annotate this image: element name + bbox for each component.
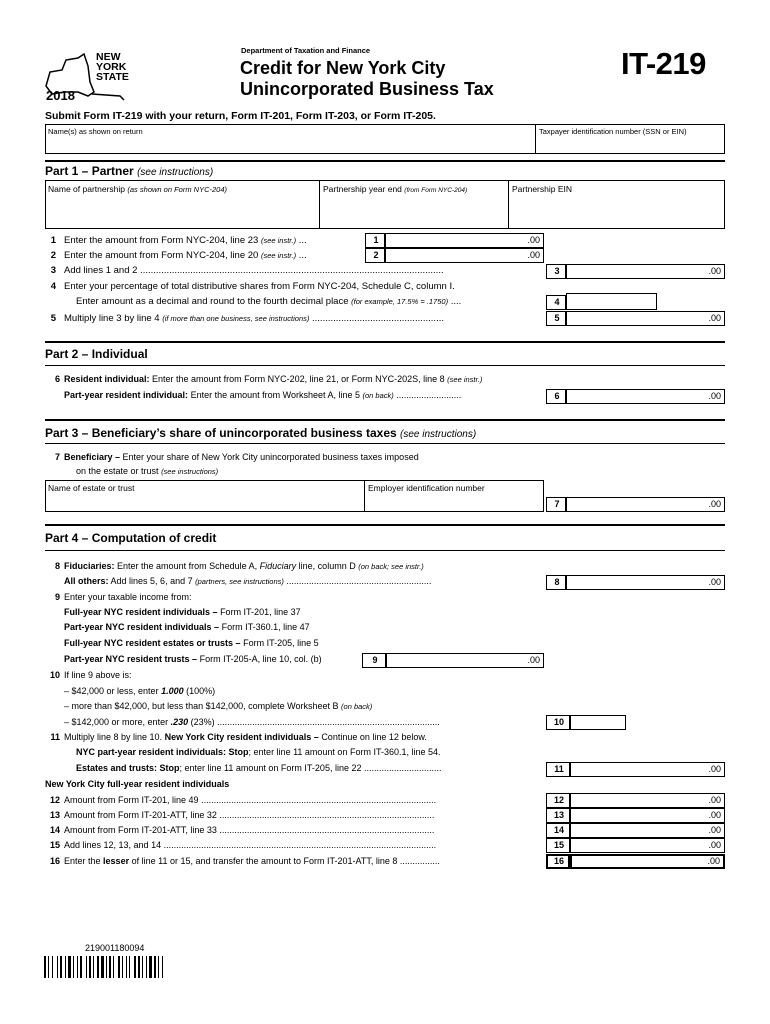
line-10-box-label: 10 (553, 717, 564, 727)
state-word-1: NEW (96, 51, 121, 63)
line-5-text: Multiply line 3 by line 4 (if more than one business, see instructions) .................................................. (64, 313, 444, 324)
line-3-amount-field[interactable]: .00 (566, 264, 725, 279)
line-12-box-label: 12 (553, 795, 564, 805)
line-13-number: 13 (49, 810, 60, 820)
line-10-text: If line 9 above is: (64, 670, 132, 680)
line-2-text: Enter the amount from Form NYC-204, line 20 (see instr.) ... (64, 250, 307, 261)
part1-title: Part 1 – Partner (see instructions) (45, 164, 214, 178)
line-16-box-label: 16 (553, 856, 564, 866)
line-1-amount-field[interactable]: .00 (385, 233, 544, 248)
line-14-box-label: 14 (553, 825, 564, 835)
partnership-ein-field[interactable] (509, 196, 724, 228)
line-3-box-label: 3 (554, 266, 560, 276)
form-title-line1: Credit for New York City (240, 58, 446, 78)
line-10-option-c: – $142,000 or more, enter .230 (23%) ......................................................................................... (64, 717, 440, 727)
line-15-box-label: 15 (553, 840, 564, 850)
line-7-text: Beneficiary – Enter your share of New York City unincorporated business taxes imposed (64, 452, 419, 462)
line-6b-text: Part-year resident individual: Enter the amount from Worksheet A, line 5 (on back) .......................... (64, 390, 462, 400)
form-id: IT-219 (621, 46, 706, 81)
line-9-item-2: Part-year NYC resident individuals – Form IT-360.1, line 47 (64, 622, 310, 632)
line-4-number: 4 (50, 281, 56, 292)
line-2-number: 2 (50, 250, 56, 261)
line-5-number: 5 (50, 313, 56, 324)
estate-ein-field[interactable] (365, 494, 543, 511)
line-4-text: Enter your percentage of total distributive shares from Form NYC-204, Schedule C, column I. (64, 281, 455, 292)
line-8b-text: All others: Add lines 5, 6, and 7 (partners, see instructions) .......................................................... (64, 576, 432, 586)
names-label: Name(s) as shown on return (48, 127, 143, 136)
estate-name-field[interactable] (46, 494, 363, 511)
line-15-number: 15 (49, 840, 60, 850)
line-9-item-4: Part-year NYC resident trusts – Form IT-205-A, line 10, col. (b) (64, 654, 322, 664)
line-13-box-label: 13 (553, 810, 564, 820)
line-13-amount-field[interactable]: .00 (570, 808, 725, 823)
tin-field[interactable] (536, 136, 724, 153)
line-10-number: 10 (49, 670, 60, 680)
line-8-amount-field[interactable]: .00 (566, 575, 725, 590)
line-14-number: 14 (49, 825, 60, 835)
estate-ein-label: Employer identification number (368, 483, 485, 493)
line-6-amount-field[interactable]: .00 (566, 389, 725, 404)
line-12-text: Amount from Form IT-201, line 49 .............................................................................................. (64, 795, 437, 805)
partnership-name-label: Name of partnership (as shown on Form NYC-204) (48, 184, 228, 194)
line-9-number: 9 (54, 592, 60, 602)
nys-logo (44, 52, 144, 104)
form-title-line2: Unincorporated Business Tax (240, 79, 494, 99)
estate-name-label: Name of estate or trust (48, 483, 135, 493)
line-16-text: Enter the lesser of line 11 or 15, and transfer the amount to Form IT-201-ATT, line 8 ................ (64, 856, 440, 866)
line-1-box-label: 1 (373, 235, 379, 245)
line-10-decimal-field[interactable] (570, 715, 626, 730)
part4-title: Part 4 – Computation of credit (45, 531, 217, 545)
line-6-box-label: 6 (554, 391, 560, 401)
line-3-text: Add lines 1 and 2 ................................................................................................................... (64, 265, 444, 276)
line-4-decimal-field[interactable] (566, 293, 657, 310)
line-8-box-label: 8 (554, 577, 560, 587)
line-15-text: Add lines 12, 13, and 14 ............................................................................................................. (64, 840, 437, 850)
line-2-amount-field[interactable]: .00 (385, 248, 544, 263)
line-11-number: 11 (50, 732, 60, 742)
partnership-year-end-field[interactable] (320, 196, 507, 228)
submit-instruction: Submit Form IT-219 with your return, Form IT-201, Form IT-203, or Form IT-205. (45, 110, 436, 122)
line-8-text: Fiduciaries: Enter the amount from Schedule A, Fiduciary line, column D (on back; see instr.) (64, 561, 424, 571)
line-16-number: 16 (49, 856, 60, 866)
line-5-amount-field[interactable]: .00 (566, 311, 725, 326)
line-7-text-2: on the estate or trust (see instructions) (76, 466, 219, 476)
partnership-ein-label: Partnership EIN (512, 184, 572, 194)
state-word-2: YORK (96, 61, 127, 73)
line-9-item-1: Full-year NYC resident individuals – Form IT-201, line 37 (64, 607, 301, 617)
line-4-text-2: Enter amount as a decimal and round to the fourth decimal place (for example, 17.5% = .1750) .... (76, 296, 462, 307)
line-8-number: 8 (54, 561, 60, 571)
line-11b-text: NYC part-year resident individuals: Stop; enter line 11 amount on Form IT-360.1, line 54. (76, 747, 441, 757)
line-16-amount-field[interactable]: .00 (570, 854, 725, 869)
line-14-text: Amount from Form IT-201-ATT, line 33 ...................................................................................... (64, 825, 435, 835)
line-15-amount-field[interactable]: .00 (570, 838, 725, 853)
line-6-number: 6 (54, 374, 60, 384)
part3-title: Part 3 – Beneficiary’s share of unincorporated business taxes (see instructions) (45, 426, 477, 440)
line-3-number: 3 (50, 265, 56, 276)
part2-title: Part 2 – Individual (45, 347, 148, 361)
barcode (44, 956, 194, 978)
barcode-number: 219001180094 (85, 943, 145, 953)
line-9-box-label: 9 (372, 655, 378, 665)
state-word-3: STATE (96, 71, 129, 83)
line-7-number: 7 (54, 452, 60, 462)
department-name: Department of Taxation and Finance (241, 46, 371, 55)
line-12-number: 12 (49, 795, 60, 805)
line-4-box-label: 4 (554, 297, 560, 307)
line-7-amount-field[interactable]: .00 (566, 497, 725, 512)
line-9-item-3: Full-year NYC resident estates or trusts – Form IT-205, line 5 (64, 638, 319, 648)
line-13-text: Amount from Form IT-201-ATT, line 32 ...................................................................................... (64, 810, 435, 820)
line-7-box-label: 7 (554, 499, 560, 509)
line-9-amount-field[interactable]: .00 (386, 653, 544, 668)
line-11-amount-field[interactable]: .00 (570, 762, 725, 777)
line-10-option-b: – more than $42,000, but less than $142,000, complete Worksheet B (on back) (64, 701, 373, 711)
line-5-box-label: 5 (554, 313, 560, 323)
line-14-amount-field[interactable]: .00 (570, 823, 725, 838)
line-12-amount-field[interactable]: .00 (570, 793, 725, 808)
line-1-number: 1 (50, 235, 56, 246)
line-10-option-a: – $42,000 or less, enter 1.000 (100%) (64, 686, 216, 696)
line-6-text: Resident individual: Enter the amount from Form NYC-202, line 21, or Form NYC-202S, line 8 (see instr.) (64, 374, 483, 384)
line-9-text: Enter your taxable income from: (64, 592, 192, 602)
tax-year: 2018 (46, 88, 75, 103)
line-1-text: Enter the amount from Form NYC-204, line 23 (see instr.) ... (64, 235, 307, 246)
tin-label: Taxpayer identification number (SSN or EIN) (539, 127, 687, 136)
line-11-text: Multiply line 8 by line 10. New York City resident individuals – Continue on line 12 below. (64, 732, 427, 742)
partnership-year-end-label: Partnership year end (from Form NYC-204) (323, 184, 468, 194)
line-2-box-label: 2 (373, 250, 379, 260)
full-year-resident-heading: New York City full-year resident individuals (45, 779, 230, 789)
barcode-icon (44, 956, 194, 978)
line-11c-text: Estates and trusts: Stop; enter line 11 amount on Form IT-205, line 22 ............................... (76, 763, 442, 773)
line-11-box-label: 11 (554, 764, 564, 774)
partnership-name-field[interactable] (46, 196, 318, 228)
